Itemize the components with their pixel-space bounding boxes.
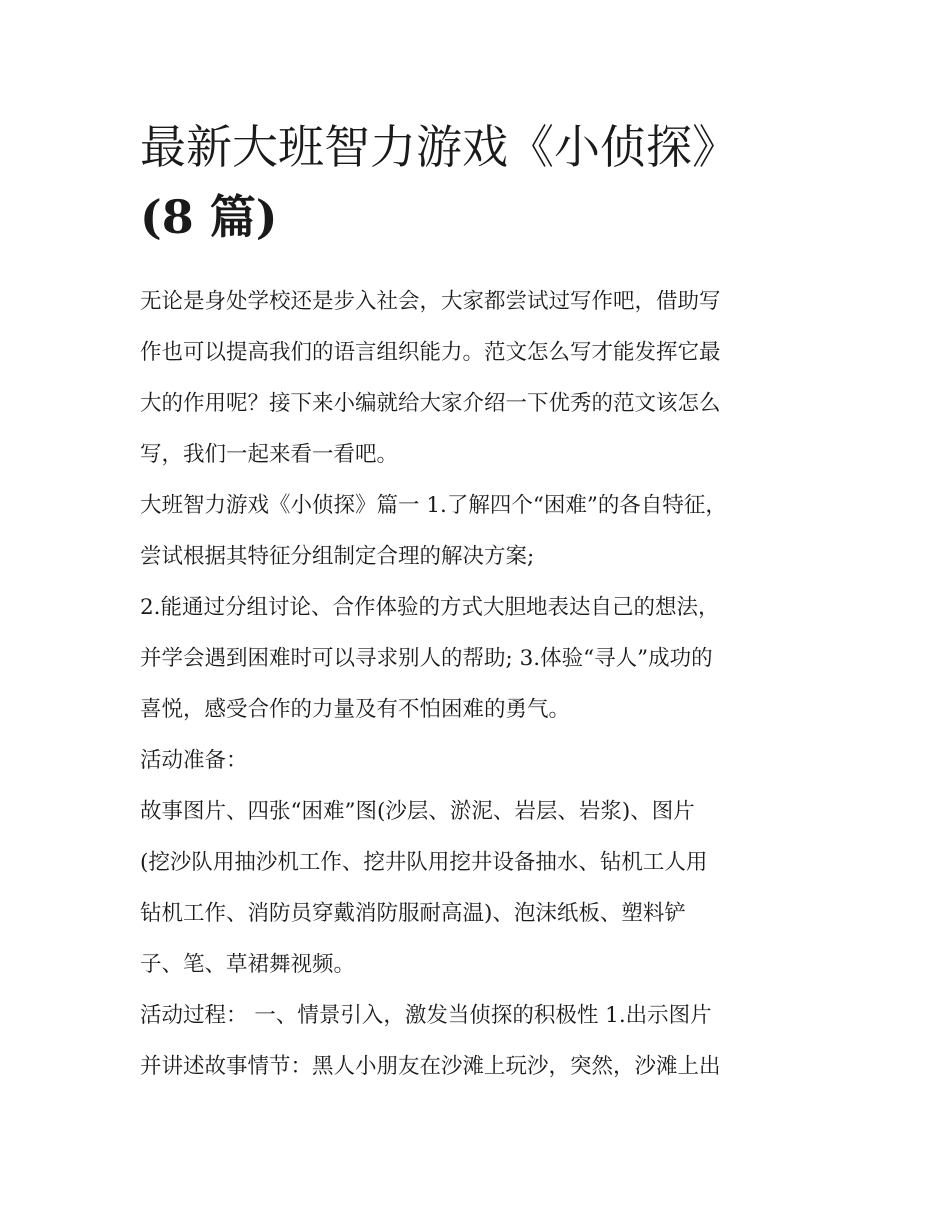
title-line-2: (8 篇) — [140, 190, 278, 244]
text-line: 作也可以提高我们的语言组织能力。范文怎么写才能发挥它最 — [140, 340, 721, 365]
body-text — [140, 276, 815, 1092]
text-line: 并讲述故事情节：黑人小朋友在沙滩上玩沙，突然，沙滩上出 — [140, 1054, 721, 1079]
text-line: 写，我们一起来看一看吧。 — [140, 442, 399, 467]
text-line: 钻机工作、消防员穿戴消防服耐高温)、泡沫纸板、塑料铲 — [140, 901, 686, 926]
text-line: 大班智力游戏《小侦探》篇一 1.了解四个“困难”的各自特征， — [140, 493, 727, 518]
text-line: 活动过程： 一、情景引入，激发当侦探的积极性 1.出示图片 — [140, 1003, 712, 1028]
text-line: 无论是身处学校还是步入社会，大家都尝试过写作吧，借助写 — [140, 289, 721, 314]
text-line: 并学会遇到困难时可以寻求别人的帮助; 3.体验“寻人”成功的 — [140, 646, 713, 671]
page-title — [140, 112, 820, 252]
text-line: 故事图片、四张“困难”图(沙层、淤泥、岩层、岩浆)、图片 — [140, 799, 695, 824]
text-line: 大的作用呢？接下来小编就给大家介绍一下优秀的范文该怎么 — [140, 391, 721, 416]
text-line: 喜悦，感受合作的力量及有不怕困难的勇气。 — [140, 697, 571, 722]
title-line-1: 最新大班智力游戏《小侦探》 — [140, 120, 738, 174]
text-line: 尝试根据其特征分组制定合理的解决方案; — [140, 544, 535, 569]
text-line: (挖沙队用抽沙机工作、挖井队用挖井设备抽水、钻机工人用 — [140, 850, 708, 875]
text-line: 2.能通过分组讨论、合作体验的方式大胆地表达自己的想法， — [140, 595, 720, 620]
text-line: 子、笔、草裙舞视频。 — [140, 952, 356, 977]
text-line: 活动准备： — [140, 748, 248, 773]
